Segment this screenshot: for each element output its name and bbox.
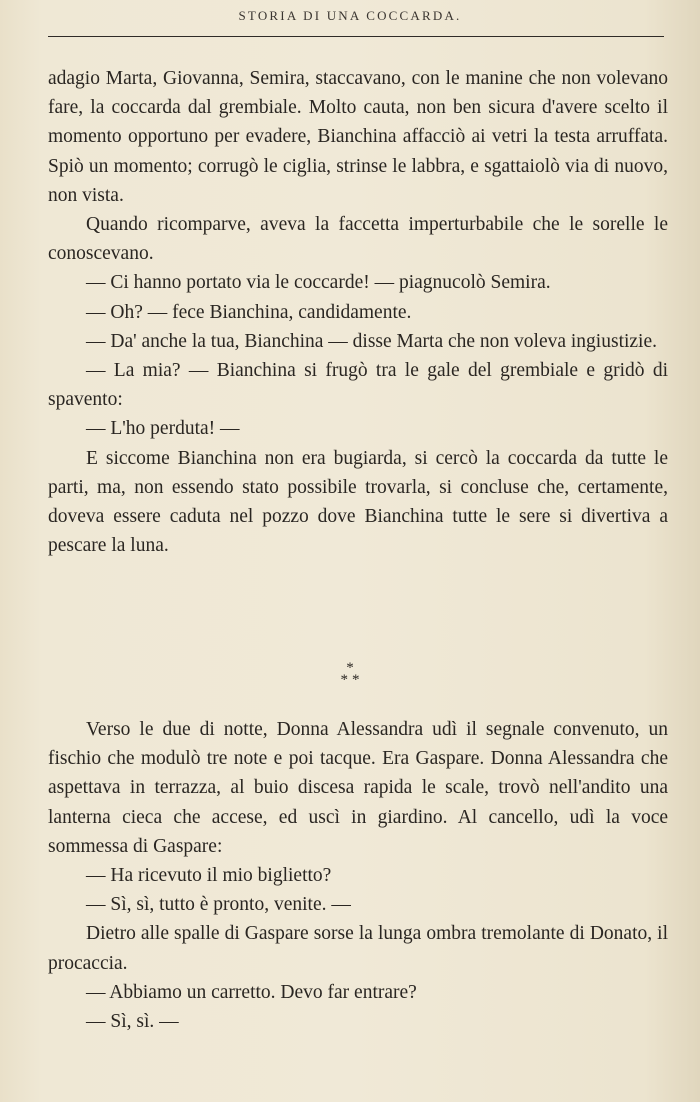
paragraph: E siccome Bianchina non era bugiarda, si cercò la coccarda da tutte le parti, ma, non essendo stato possibile trovarla, si concluse che, certamente, doveva essere caduta nel pozzo dove Bianchina tutte le sere si divertiva a pescare la luna. [48,447,668,557]
paragraph: — La mia? — Bianchina si frugò tra le gale del grembiale e gridò di spavento: [48,360,668,411]
paragraph: — Oh? — fece Bianchina, candidamente. [86,301,412,323]
section-separator [0,662,700,692]
paragraph: — Ci hanno portato via le coccarde! — piagnucolò Semira. [86,272,551,294]
paragraph: Dietro alle spalle di Gaspare sorse la lunga ombra tremolante di Donato, il procaccia. [48,923,668,974]
section-2 [48,715,668,1036]
paragraph: — Da' anche la tua, Bianchina — disse Marta che non voleva ingiustizie. [86,330,658,352]
running-head: STORIA DI UNA COCCARDA. [238,8,462,23]
asterism-top: * [346,660,354,676]
paragraph: — Ha ricevuto il mio biglietto? [86,865,332,887]
paragraph: — L'ho perduta! — [86,418,240,440]
paragraph: — Sì, sì. — [86,1011,179,1033]
section-1 [48,64,668,560]
asterism-bottom: ** [340,672,364,688]
paragraph: Verso le due di notte, Donna Alessandra udì il segnale convenuto, un fischio che modulò tre note e poi tacque. Era Gaspare. Donna Alessandra che aspettava in terrazza, al buio discesa rapida le scale, trovò nell'andito una lanterna cieca che accese, ed uscì in giardino. Al cancello, udì la voce sommessa di Gaspare: [48,719,668,857]
paragraph: — Abbiamo un carretto. Devo far entrare? [86,981,417,1003]
paragraph: adagio Marta, Giovanna, Semira, staccavano, con le manine che non volevano fare, la coccarda dal grembiale. Molto cauta, non ben sicura d'avere scelto il momento opportuno per evadere, Bianchina affacciò ai vetri la testa arruffata. Spiò un momento; corrugò le ciglia, strinse le labbra, e sgattaiolò via di nuovo, non vista. [48,68,668,206]
paragraph: — Sì, sì, tutto è pronto, venite. — [86,894,351,916]
header-rule [48,36,664,37]
paragraph: Quando ricomparve, aveva la faccetta imperturbabile che le sorelle le conoscevano. [48,214,668,265]
